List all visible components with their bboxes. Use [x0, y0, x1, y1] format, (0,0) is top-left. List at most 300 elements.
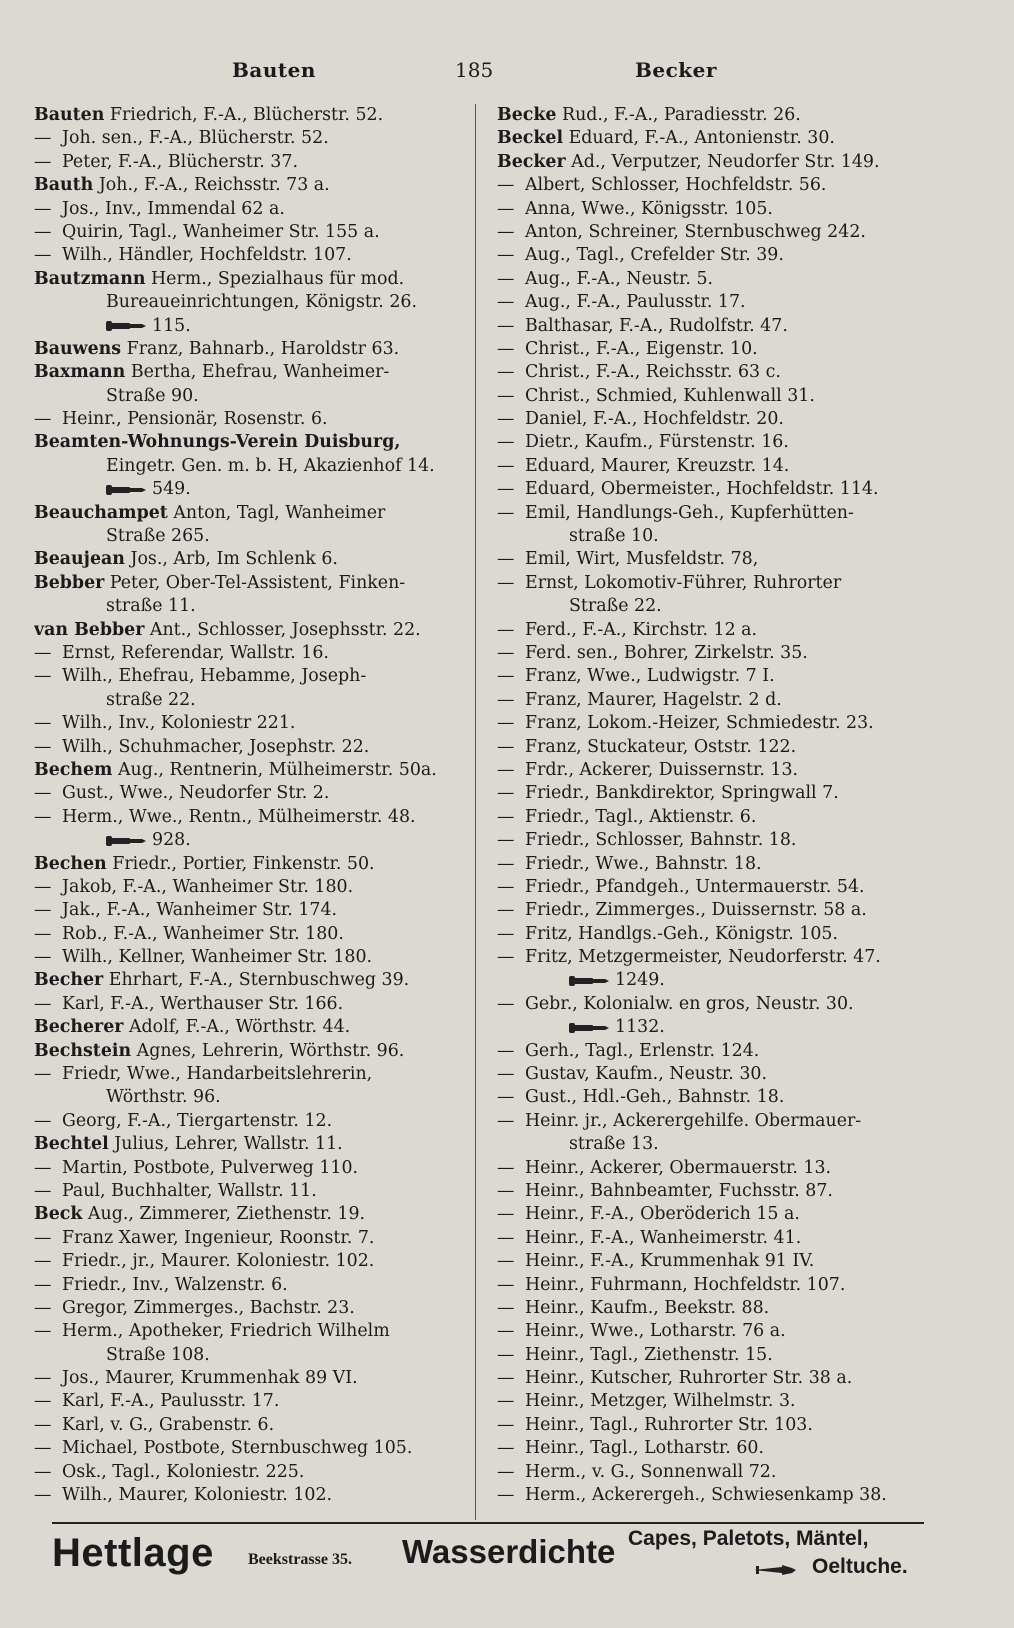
- ditto-dash: —: [497, 1180, 515, 1201]
- entry-details: Friedr., Portier, Finkenstr. 50.: [106, 853, 375, 874]
- ditto-dash: —: [497, 245, 515, 266]
- directory-entry: [497, 1274, 925, 1297]
- entry-surname: Baxmann: [34, 362, 126, 383]
- entry-details: Heinr., Tagl., Lotharstr. 60.: [525, 1438, 765, 1459]
- entry-details: Franz, Stuckateur, Oststr. 122.: [525, 736, 797, 757]
- entry-details: Herm., Spezialhaus für mod.: [145, 268, 405, 289]
- directory-entry: [34, 431, 464, 454]
- entry-details: Gerh., Tagl., Erlenstr. 124.: [525, 1040, 760, 1061]
- directory-entry: [497, 1437, 925, 1460]
- directory-entry: [34, 502, 464, 525]
- telephone-icon: [569, 1022, 611, 1034]
- directory-entry: [497, 198, 925, 221]
- entry-details: Herm., Ackerergeh., Schwiesenkamp 38.: [525, 1485, 887, 1506]
- directory-entry: [34, 1180, 464, 1203]
- entry-details: Aug., Zimmerer, Ziethenstr. 19.: [82, 1204, 366, 1225]
- entry-details: Friedr., Wwe., Bahnstr. 18.: [525, 853, 762, 874]
- entry-surname: Bechem: [34, 759, 113, 780]
- directory-entry: [497, 315, 925, 338]
- ditto-dash: —: [497, 1321, 515, 1342]
- directory-entry: [34, 1203, 464, 1226]
- ditto-dash: —: [497, 1087, 515, 1108]
- telephone-icon: [106, 320, 148, 332]
- entry-details: Franz, Lokom.-Heizer, Schmiedestr. 23.: [525, 713, 874, 734]
- entry-details: Heinr., F.-A., Oberöderich 15 a.: [525, 1204, 800, 1225]
- entry-details: Aug., F.-A., Neustr. 5.: [525, 268, 714, 289]
- directory-entry: [497, 1250, 925, 1273]
- ditto-dash: —: [497, 221, 515, 242]
- pointing-hand-icon: [752, 1563, 798, 1577]
- ditto-dash: —: [34, 1414, 52, 1435]
- entry-details: Georg, F.-A., Tiergartenstr. 12.: [62, 1110, 333, 1131]
- entry-details: Bertha, Ehefrau, Wanheimer-: [125, 362, 390, 383]
- entry-details: Heinr., Tagl., Ruhrorter Str. 103.: [525, 1414, 813, 1435]
- entry-details: Friedr, Wwe., Handarbeitslehrerin,: [62, 1064, 373, 1085]
- entry-details: Friedr., Inv., Walzenstr. 6.: [62, 1274, 288, 1295]
- entry-details: Heinr. jr., Ackerergehilfe. Obermauer-: [525, 1110, 862, 1131]
- ditto-dash: —: [34, 642, 52, 663]
- entry-details: Ad., Verputzer, Neudorfer Str. 149.: [565, 151, 880, 172]
- directory-entry: [497, 291, 925, 314]
- directory-entry: [34, 1437, 464, 1460]
- directory-entry: [34, 1110, 464, 1133]
- entry-surname: Becker: [497, 151, 566, 172]
- ditto-dash: —: [497, 198, 515, 219]
- header-right-keyword: Becker: [635, 58, 717, 82]
- directory-entry: [34, 548, 464, 571]
- directory-entry: [497, 548, 925, 571]
- entry-details: Heinr., Kutscher, Ruhrorter Str. 38 a.: [525, 1368, 853, 1389]
- directory-entry: [497, 151, 925, 174]
- entry-surname: Beamten-Wohnungs-Verein Duisburg,: [34, 432, 401, 453]
- entry-surname: Becke: [497, 105, 557, 125]
- ditto-dash: —: [34, 128, 52, 149]
- ditto-dash: —: [497, 619, 515, 640]
- entry-details: Franz, Wwe., Ludwigstr. 7 I.: [525, 666, 775, 687]
- ditto-dash: —: [497, 642, 515, 663]
- ditto-dash: —: [497, 759, 515, 780]
- directory-entry: [497, 221, 925, 244]
- entry-surname: Bechstein: [34, 1040, 132, 1061]
- directory-entry: [34, 1297, 464, 1320]
- ditto-dash: —: [497, 1274, 515, 1295]
- directory-entry: [34, 853, 464, 876]
- telephone-icon: [106, 484, 148, 496]
- telephone-icon: [106, 835, 148, 847]
- directory-entry: [34, 1367, 464, 1390]
- ditto-dash: —: [497, 1064, 515, 1085]
- ditto-dash: —: [34, 1251, 52, 1272]
- entry-details: Aug., F.-A., Paulusstr. 17.: [525, 292, 746, 313]
- directory-entry: [34, 969, 464, 992]
- directory-entry: [34, 806, 464, 829]
- entry-details: Rob., F.-A., Wanheimer Str. 180.: [62, 923, 344, 944]
- directory-entry: [34, 1250, 464, 1273]
- ditto-dash: —: [497, 923, 515, 944]
- entry-details: Anton, Tagl, Wanheimer: [167, 502, 386, 523]
- directory-entry: [497, 689, 925, 712]
- directory-entry: [497, 502, 925, 525]
- entry-surname: Bebber: [34, 572, 105, 593]
- entry-details: Balthasar, F.-A., Rudolfstr. 47.: [525, 315, 788, 336]
- entry-details: Heinr., Fuhrmann, Hochfeldstr. 107.: [525, 1274, 846, 1295]
- directory-entry: [497, 572, 925, 595]
- ditto-dash: —: [497, 876, 515, 897]
- directory-entry: [34, 1133, 464, 1156]
- directory-entry: [497, 455, 925, 478]
- ditto-dash: —: [497, 409, 515, 430]
- directory-entry: [497, 1344, 925, 1367]
- entry-details: Gregor, Zimmerges., Bachstr. 23.: [62, 1297, 355, 1318]
- entry-details: straße 10.: [569, 526, 659, 547]
- entry-details: Ernst, Lokomotiv-Führer, Ruhrorter: [525, 572, 842, 593]
- ditto-dash: —: [497, 362, 515, 383]
- ditto-dash: —: [34, 736, 52, 757]
- entry-details: Friedr., jr., Maurer. Koloniestr. 102.: [62, 1251, 375, 1272]
- entry-details: Wilh., Inv., Koloniestr 221.: [62, 713, 296, 734]
- directory-entry: [497, 1016, 925, 1039]
- ditto-dash: —: [497, 315, 515, 336]
- directory-entry: [497, 1390, 925, 1413]
- entry-details: Wilh., Maurer, Koloniestr. 102.: [62, 1485, 333, 1506]
- ditto-dash: —: [34, 1274, 52, 1295]
- ad-brand: Hettlage: [52, 1531, 214, 1575]
- directory-entry: [34, 244, 464, 267]
- entry-details: Jos., Inv., Immendal 62 a.: [62, 198, 285, 219]
- entry-details: Christ., F.-A., Eigenstr. 10.: [525, 338, 758, 359]
- column-divider: [475, 104, 476, 1520]
- directory-entry: [34, 993, 464, 1016]
- directory-entry: [34, 759, 464, 782]
- entry-details: straße 13.: [569, 1134, 659, 1155]
- page-header: [0, 58, 1014, 88]
- entry-details: Wilh., Schuhmacher, Josephstr. 22.: [62, 736, 370, 757]
- entry-details: Karl, F.-A., Paulusstr. 17.: [62, 1391, 280, 1412]
- telephone-icon: [569, 975, 611, 987]
- directory-entry: [34, 408, 464, 431]
- entry-details: Heinr., Kaufm., Beekstr. 88.: [525, 1297, 770, 1318]
- entry-details: Heinr., F.-A., Krummenhak 91 IV.: [525, 1251, 815, 1272]
- directory-entry: [34, 455, 464, 478]
- directory-entry: [34, 268, 464, 291]
- directory-entry: [497, 1320, 925, 1343]
- directory-entry: [497, 1157, 925, 1180]
- ditto-dash: —: [34, 1157, 52, 1178]
- directory-entry: [497, 1414, 925, 1437]
- ditto-dash: —: [34, 409, 52, 430]
- directory-entry: [497, 1180, 925, 1203]
- directory-entry: [497, 782, 925, 805]
- ditto-dash: —: [497, 385, 515, 406]
- directory-entry: [497, 969, 925, 992]
- directory-entry: [497, 1203, 925, 1226]
- directory-entry: [34, 1157, 464, 1180]
- entry-details: Christ., F.-A., Reichsstr. 63 c.: [525, 362, 781, 383]
- ditto-dash: —: [497, 455, 515, 476]
- ditto-dash: —: [34, 1368, 52, 1389]
- directory-entry: [497, 1110, 925, 1133]
- directory-entry: [34, 1063, 464, 1086]
- directory-entry: [34, 665, 464, 688]
- directory-entry: [497, 876, 925, 899]
- directory-entry: [497, 385, 925, 408]
- entry-details: Straße 22.: [569, 596, 662, 617]
- ditto-dash: —: [34, 221, 52, 242]
- directory-entry: [34, 595, 464, 618]
- entry-details: straße 11.: [106, 596, 196, 617]
- entry-details: Osk., Tagl., Koloniestr. 225.: [62, 1461, 305, 1482]
- ditto-dash: —: [497, 713, 515, 734]
- directory-entry: [497, 361, 925, 384]
- directory-entry: [497, 595, 925, 618]
- directory-entry: [497, 1461, 925, 1484]
- directory-entry: [34, 198, 464, 221]
- directory-entry: [497, 408, 925, 431]
- directory-entry: [34, 572, 464, 595]
- advertisement: [52, 1527, 932, 1597]
- entry-details: Wilh., Ehefrau, Hebamme, Joseph-: [62, 666, 367, 687]
- directory-entry: [497, 174, 925, 197]
- ad-items-line2: Oeltuche.: [812, 1555, 908, 1578]
- entry-details: Gebr., Kolonialw. en gros, Neustr. 30.: [525, 993, 854, 1014]
- entry-details: Friedr., Tagl., Aktienstr. 6.: [525, 806, 757, 827]
- directory-entry: [34, 1461, 464, 1484]
- entry-details: Dietr., Kaufm., Fürstenstr. 16.: [525, 432, 789, 453]
- ditto-dash: —: [497, 853, 515, 874]
- entry-details: Friedr., Pfandgeh., Untermauerstr. 54.: [525, 876, 865, 897]
- entry-details: Karl, v. G., Grabenstr. 6.: [62, 1414, 275, 1435]
- directory-entry: [34, 174, 464, 197]
- directory-entry: [497, 1063, 925, 1086]
- entry-details: Fritz, Metzgermeister, Neudorferstr. 47.: [525, 947, 881, 968]
- telephone-number: 549.: [152, 479, 191, 500]
- ditto-dash: —: [497, 1204, 515, 1225]
- entry-details: Ferd., F.-A., Kirchstr. 12 a.: [525, 619, 758, 640]
- ad-headline: Wasserdichte: [402, 1533, 616, 1570]
- ditto-dash: —: [497, 666, 515, 687]
- ditto-dash: —: [497, 479, 515, 500]
- ditto-dash: —: [497, 830, 515, 851]
- ditto-dash: —: [34, 245, 52, 266]
- entry-details: Franz Xawer, Ingenieur, Roonstr. 7.: [62, 1227, 375, 1248]
- ditto-dash: —: [34, 1391, 52, 1412]
- entry-details: Emil, Wirt, Musfeldstr. 78,: [525, 549, 759, 570]
- directory-entry: [497, 899, 925, 922]
- ditto-dash: —: [34, 1227, 52, 1248]
- ditto-dash: —: [497, 1251, 515, 1272]
- directory-entry: [497, 665, 925, 688]
- directory-entry: [34, 221, 464, 244]
- directory-entry: [34, 899, 464, 922]
- ditto-dash: —: [497, 736, 515, 757]
- entry-details: Gustav, Kaufm., Neustr. 30.: [525, 1064, 767, 1085]
- directory-entry: [497, 338, 925, 361]
- directory-entry: [34, 1086, 464, 1109]
- entry-details: Daniel, F.-A., Hochfeldstr. 20.: [525, 409, 784, 430]
- ditto-dash: —: [497, 806, 515, 827]
- ditto-dash: —: [497, 947, 515, 968]
- directory-entry: [34, 1414, 464, 1437]
- entry-details: Friedrich, F.-A., Blücherstr. 52.: [104, 105, 384, 125]
- right-column: [497, 104, 925, 1507]
- directory-entry: [497, 525, 925, 548]
- entry-details: Gust., Hdl.-Geh., Bahnstr. 18.: [525, 1087, 785, 1108]
- directory-entry: [34, 829, 464, 852]
- ditto-dash: —: [34, 1485, 52, 1506]
- directory-entry: [497, 806, 925, 829]
- directory-entry: [34, 104, 464, 127]
- ditto-dash: —: [34, 713, 52, 734]
- directory-entry: [34, 1320, 464, 1343]
- entry-details: Wörthstr. 96.: [106, 1087, 221, 1108]
- entry-details: Agnes, Lehrerin, Wörthstr. 96.: [131, 1040, 405, 1061]
- ditto-dash: —: [497, 1040, 515, 1061]
- directory-entry: [497, 431, 925, 454]
- entry-details: Fritz, Handlgs.-Geh., Königstr. 105.: [525, 923, 838, 944]
- entry-surname: Becher: [34, 970, 104, 991]
- entry-details: Michael, Postbote, Sternbuschweg 105.: [62, 1438, 413, 1459]
- entry-details: Albert, Schlosser, Hochfeldstr. 56.: [525, 175, 827, 196]
- directory-entry: [497, 244, 925, 267]
- entry-details: Peter, F.-A., Blücherstr. 37.: [62, 151, 298, 172]
- entry-details: Straße 90.: [106, 385, 199, 406]
- ditto-dash: —: [34, 783, 52, 804]
- ditto-dash: —: [497, 502, 515, 523]
- ditto-dash: —: [497, 1344, 515, 1365]
- directory-entry: [34, 478, 464, 501]
- entry-details: Friedr., Zimmerges., Duissernstr. 58 a.: [525, 900, 867, 921]
- entry-details: Anton, Schreiner, Sternbuschweg 242.: [525, 221, 866, 242]
- entry-details: Karl, F.-A., Werthauser Str. 166.: [62, 993, 344, 1014]
- entry-details: Straße 265.: [106, 526, 210, 547]
- entry-details: Straße 108.: [106, 1344, 210, 1365]
- entry-details: Heinr., Metzger, Wilhelmstr. 3.: [525, 1391, 796, 1412]
- ditto-dash: —: [497, 1438, 515, 1459]
- entry-details: Emil, Handlungs-Geh., Kupferhütten-: [525, 502, 854, 523]
- directory-entry: [497, 619, 925, 642]
- entry-details: Jakob, F.-A., Wanheimer Str. 180.: [62, 876, 354, 897]
- directory-entry: [34, 1484, 464, 1507]
- directory-entry: [34, 876, 464, 899]
- entry-details: Julius, Lehrer, Wallstr. 11.: [108, 1134, 343, 1155]
- entry-details: Quirin, Tagl., Wanheimer Str. 155 a.: [62, 221, 380, 242]
- ditto-dash: —: [34, 876, 52, 897]
- ditto-dash: —: [497, 338, 515, 359]
- entry-details: Eduard, Maurer, Kreuzstr. 14.: [525, 455, 790, 476]
- entry-details: Peter, Ober-Tel-Assistent, Finken-: [104, 572, 406, 593]
- ditto-dash: —: [497, 783, 515, 804]
- directory-entry: [34, 151, 464, 174]
- ditto-dash: —: [34, 1180, 52, 1201]
- ditto-dash: —: [34, 198, 52, 219]
- directory-entry: [497, 478, 925, 501]
- entry-details: Friedr., Bankdirektor, Springwall 7.: [525, 783, 839, 804]
- ditto-dash: —: [34, 947, 52, 968]
- directory-entry: [34, 1227, 464, 1250]
- directory-entry: [34, 127, 464, 150]
- ditto-dash: —: [497, 1485, 515, 1506]
- entry-surname: Beck: [34, 1204, 83, 1225]
- entry-details: Jak., F.-A., Wanheimer Str. 174.: [62, 900, 338, 921]
- entry-details: Herm., Wwe., Rentn., Mülheimerstr. 48.: [62, 806, 416, 827]
- entry-details: Jos., Maurer, Krummenhak 89 VI.: [62, 1368, 358, 1389]
- entry-details: Heinr., Tagl., Ziethenstr. 15.: [525, 1344, 773, 1365]
- entry-details: Frdr., Ackerer, Duissernstr. 13.: [525, 759, 799, 780]
- entry-details: Eingetr. Gen. m. b. H, Akazienhof 14.: [106, 455, 435, 476]
- directory-entry: [497, 1040, 925, 1063]
- directory-entry: [34, 338, 464, 361]
- directory-entry: [34, 1040, 464, 1063]
- directory-entry: [497, 1297, 925, 1320]
- entry-surname: Bauwens: [34, 338, 122, 359]
- telephone-number: 1132.: [615, 1017, 665, 1038]
- ditto-dash: —: [497, 689, 515, 710]
- entry-details: Christ., Schmied, Kuhlenwall 31.: [525, 385, 815, 406]
- ditto-dash: —: [497, 1461, 515, 1482]
- entry-surname: Bautzmann: [34, 268, 146, 289]
- ad-items-line1: Capes, Paletots, Mäntel,: [628, 1527, 869, 1550]
- ditto-dash: —: [497, 549, 515, 570]
- entry-details: Ehrhart, F.-A., Sternbuschweg 39.: [103, 970, 410, 991]
- directory-entry: [34, 315, 464, 338]
- ditto-dash: —: [497, 1368, 515, 1389]
- entry-surname: Bechtel: [34, 1134, 109, 1155]
- ditto-dash: —: [497, 268, 515, 289]
- ditto-dash: —: [497, 292, 515, 313]
- ditto-dash: —: [497, 900, 515, 921]
- ditto-dash: —: [497, 1414, 515, 1435]
- ditto-dash: —: [34, 923, 52, 944]
- ad-street: Beekstrasse 35.: [248, 1551, 352, 1568]
- directory-entry: [497, 829, 925, 852]
- entry-details: Jos., Arb, Im Schlenk 6.: [124, 549, 338, 570]
- directory-entry: [497, 104, 925, 127]
- entry-details: Friedr., Schlosser, Bahnstr. 18.: [525, 830, 797, 851]
- entry-surname: Beauchampet: [34, 502, 168, 523]
- left-column: [34, 104, 464, 1507]
- ditto-dash: —: [497, 1157, 515, 1178]
- directory-entry: [497, 1133, 925, 1156]
- entry-details: Rud., F.-A., Paradiesstr. 26.: [556, 105, 801, 125]
- ditto-dash: —: [34, 900, 52, 921]
- directory-entry: [34, 689, 464, 712]
- entry-details: Eduard, F.-A., Antonienstr. 30.: [563, 128, 835, 149]
- ditto-dash: —: [497, 1110, 515, 1131]
- entry-details: Heinr., F.-A., Wanheimerstr. 41.: [525, 1227, 802, 1248]
- ditto-dash: —: [34, 806, 52, 827]
- entry-surname: Beaujean: [34, 549, 125, 570]
- telephone-number: 928.: [152, 830, 191, 851]
- ditto-dash: —: [497, 432, 515, 453]
- directory-entry: [34, 946, 464, 969]
- entry-details: Bureaueinrichtungen, Königstr. 26.: [106, 292, 418, 313]
- entry-details: Anna, Wwe., Königsstr. 105.: [525, 198, 773, 219]
- ditto-dash: —: [34, 1438, 52, 1459]
- entry-details: Wilh., Händler, Hochfeldstr. 107.: [62, 245, 352, 266]
- ditto-dash: —: [34, 1461, 52, 1482]
- entry-details: Heinr., Bahnbeamter, Fuchsstr. 87.: [525, 1180, 833, 1201]
- directory-entry: [34, 525, 464, 548]
- ditto-dash: —: [34, 1321, 52, 1342]
- entry-details: Franz, Bahnarb., Haroldstr 63.: [121, 338, 400, 359]
- entry-details: Heinr., Wwe., Lotharstr. 76 a.: [525, 1321, 786, 1342]
- directory-entry: [497, 946, 925, 969]
- entry-details: Aug., Rentnerin, Mülheimerstr. 50a.: [112, 759, 437, 780]
- page-number: 185: [455, 58, 494, 82]
- entry-surname: Beckel: [497, 128, 564, 149]
- directory-entry: [497, 712, 925, 735]
- ditto-dash: —: [497, 993, 515, 1014]
